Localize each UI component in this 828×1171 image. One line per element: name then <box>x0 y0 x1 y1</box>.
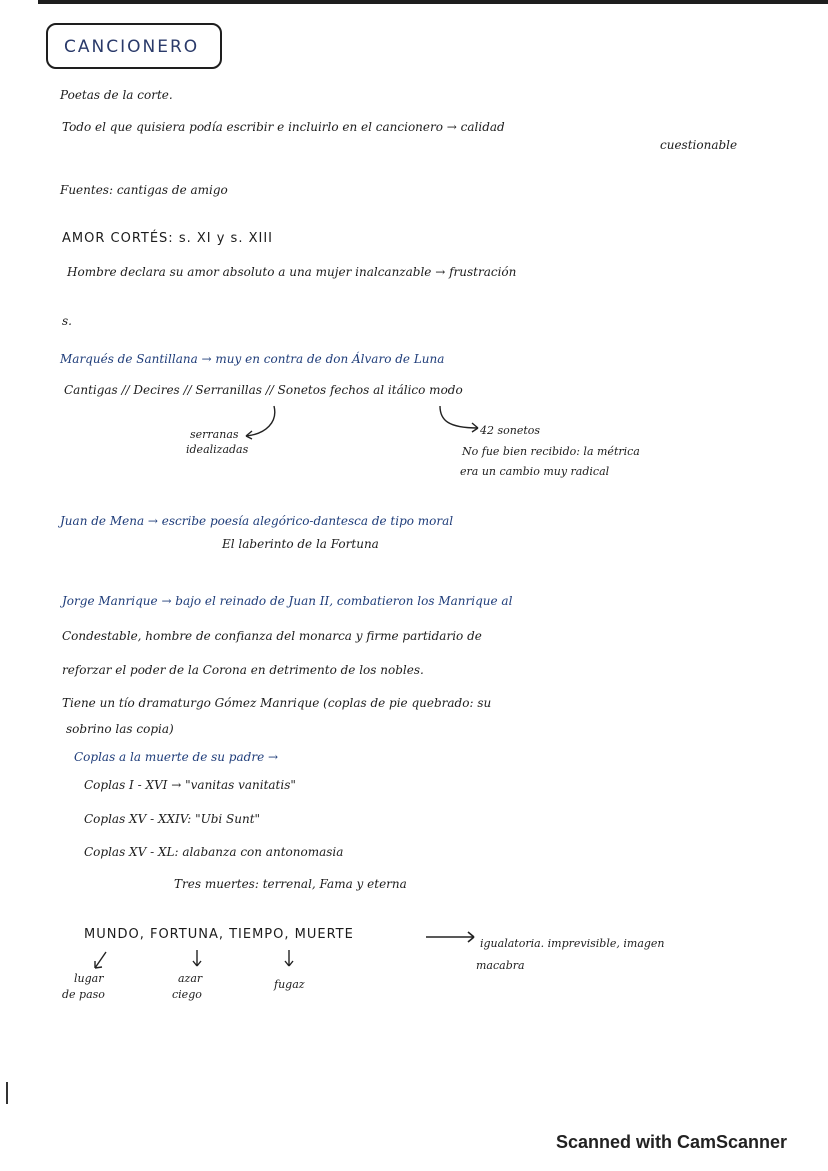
note-line: Fuentes: cantigas de amigo <box>60 183 228 197</box>
annotation: idealizadas <box>186 443 249 456</box>
annotation: de paso <box>62 988 105 1001</box>
note-line: cuestionable <box>660 138 738 152</box>
section-heading: AMOR CORTÉS: s. XI y s. XIII <box>62 231 274 246</box>
annotation: azar <box>178 972 203 985</box>
annotation: No fue bien recibido: la métrica <box>462 445 640 458</box>
arrow-right-icon <box>424 930 480 944</box>
author-heading: Juan de Mena → escribe poesía alegórico-dantesca de tipo moral <box>60 514 454 528</box>
note-line: Tiene un tío dramaturgo Gómez Manrique (coplas de pie quebrado: su <box>62 696 492 710</box>
annotation: ciego <box>172 988 202 1001</box>
author-heading: Jorge Manrique → bajo el reinado de Juan II, combatieron los Manrique al <box>62 594 513 608</box>
curved-arrow-icon <box>240 404 284 440</box>
top-edge-line <box>38 0 828 4</box>
author-heading: Marqués de Santillana → muy en contra de don Álvaro de Luna <box>60 352 445 366</box>
annotation: macabra <box>476 959 525 972</box>
note-line: Coplas XV - XL: alabanza con antonomasia <box>84 845 344 859</box>
note-line: Hombre declara su amor absoluto a una mujer inalcanzable → frustración <box>67 265 517 279</box>
annotation: fugaz <box>274 978 305 991</box>
note-line: Todo el que quisiera podía escribir e incluirlo en el cancionero → calidad <box>62 120 505 134</box>
title-box <box>46 23 222 69</box>
annotation: serranas <box>190 428 239 441</box>
note-line: Poetas de la corte. <box>60 88 173 102</box>
section-heading: MUNDO, FORTUNA, TIEMPO, MUERTE <box>84 927 354 942</box>
curved-arrow-icon <box>434 404 482 434</box>
arrow-down-left-icon <box>90 950 110 972</box>
subsection-heading: Coplas a la muerte de su padre → <box>74 750 279 764</box>
page-title: CANCIONERO <box>64 37 200 57</box>
annotation: 42 sonetos <box>480 424 541 437</box>
page-edge-mark <box>6 1082 8 1104</box>
note-line: Coplas I - XVI → "vanitas vanitatis" <box>84 778 296 792</box>
note-line: s. <box>62 314 72 328</box>
note-line: reforzar el poder de la Corona en detrimento de los nobles. <box>62 663 424 677</box>
annotation: era un cambio muy radical <box>460 465 610 478</box>
arrow-down-icon <box>282 948 296 970</box>
annotation: igualatoria. imprevisible, imagen <box>480 937 665 950</box>
note-line: sobrino las copia) <box>66 722 174 736</box>
note-line: Condestable, hombre de confianza del monarca y firme partidario de <box>62 629 482 643</box>
note-line: Tres muertes: terrenal, Fama y eterna <box>174 877 407 891</box>
note-line: El laberinto de la Fortuna <box>222 537 379 551</box>
note-line: Cantigas // Decires // Serranillas // Sonetos fechos al itálico modo <box>64 383 463 397</box>
annotation: lugar <box>74 972 104 985</box>
note-line: Coplas XV - XXIV: "Ubi Sunt" <box>84 812 261 826</box>
scanner-watermark: Scanned with CamScanner <box>556 1132 788 1152</box>
arrow-down-icon <box>190 948 204 970</box>
